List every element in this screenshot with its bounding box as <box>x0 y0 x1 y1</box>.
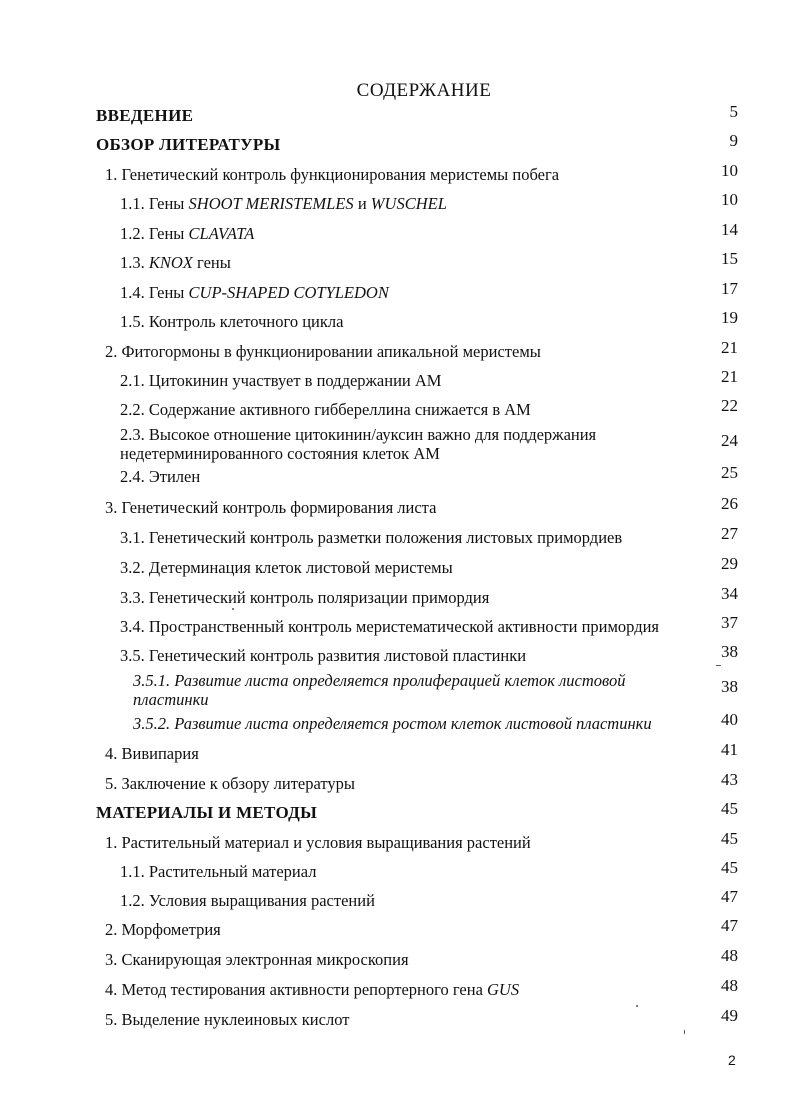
scan-speck <box>232 608 234 610</box>
toc-entry-page: 37 <box>721 613 738 632</box>
toc-title: СОДЕРЖАНИЕ <box>356 80 492 101</box>
toc-entry-page: 47 <box>721 887 738 906</box>
toc-entry-text: 4. Вивипария <box>105 744 199 763</box>
toc-entry-page: 27 <box>721 524 738 543</box>
toc-entry-text: 3. Сканирующая электронная микроскопия <box>105 950 409 969</box>
page-number: 2 <box>728 1052 736 1068</box>
toc-entry-text: 1.4. Гены CUP-SHAPED COTYLEDON <box>120 283 389 302</box>
toc-entry-page: 45 <box>721 858 738 877</box>
toc-entry-page: 49 <box>721 1006 738 1025</box>
toc-entry-page: 47 <box>721 916 738 935</box>
toc-entry-text: 1.1. Гены SHOOT MERISTEMLES и WUSCHEL <box>120 194 447 213</box>
toc-entry-text: 5. Выделение нуклеиновых кислот <box>105 1010 350 1029</box>
toc-entry-text: 1.3. KNOX гены <box>120 253 231 272</box>
toc-entry-text: 1.1. Растительный материал <box>120 862 317 881</box>
toc-entry-page: 21 <box>721 367 738 386</box>
toc-entry-page: 29 <box>721 554 738 573</box>
toc-entry-text: 3.4. Пространственный контроль меристематической активности примордия <box>120 617 660 636</box>
toc-entry-text: 3. Генетический контроль формирования листа <box>105 498 437 517</box>
toc-entry-text: 2. Фитогормоны в функционировании апикальной меристемы <box>105 342 541 361</box>
toc-entry-text: 3.5.1. Развитие листа определяется пролиферацией клеток листовой пластинки <box>133 671 626 709</box>
toc-entry-text: 4. Метод тестирования активности репортерного гена GUS <box>105 980 520 999</box>
toc-entry-page: 17 <box>721 279 738 298</box>
toc-entry-text: ВВЕДЕНИЕ <box>96 106 194 125</box>
toc-entry-text: 1. Генетический контроль функционирования меристемы побега <box>105 165 560 184</box>
toc-entry-page: 19 <box>721 308 738 327</box>
toc-entry-page: 5 <box>729 102 738 121</box>
toc-entry-page: 25 <box>721 463 738 482</box>
toc-entry-text: 3.5.2. Развитие листа определяется ростом клеток листовой пластинки <box>133 714 652 733</box>
toc-entry-page: 21 <box>721 338 738 357</box>
toc-entry-page: 48 <box>721 946 738 965</box>
toc-entry-page: 41 <box>721 740 738 759</box>
scan-speck <box>636 1005 638 1007</box>
toc-entry-page: 48 <box>721 976 738 995</box>
toc-entry-text: МАТЕРИАЛЫ И МЕТОДЫ <box>96 803 318 822</box>
toc-entry-text: 3.3. Генетический контроль поляризации примордия <box>120 588 490 607</box>
toc-entry-text: 1.2. Условия выращивания растений <box>120 891 375 910</box>
toc-entry-page: 9 <box>729 131 738 150</box>
toc-entry-page: 10 <box>721 161 738 180</box>
toc-entry-text: 3.1. Генетический контроль разметки положения листовых примордиев <box>120 528 623 547</box>
toc-entry-text: 5. Заключение к обзору литературы <box>105 774 355 793</box>
toc-entry-text: 2. Морфометрия <box>105 920 221 939</box>
toc-entry-page: 15 <box>721 249 738 268</box>
toc-entry-text: 2.3. Высокое отношение цитокинин/ауксин важно для поддержания недетерминированного состояния клеток АМ <box>120 425 597 463</box>
toc-entry-page: 22 <box>721 396 738 415</box>
toc-entry-text: 2.2. Содержание активного гиббереллина снижается в АМ <box>120 400 531 419</box>
toc-entry-text: 1.2. Гены CLAVATA <box>120 224 255 243</box>
toc-entry-page: 24 <box>721 431 738 450</box>
toc-entry-page: 14 <box>721 220 738 239</box>
scan-speck <box>716 665 721 666</box>
toc-entry-text: 1. Растительный материал и условия выращивания растений <box>105 833 531 852</box>
toc-entry-page: 45 <box>721 829 738 848</box>
toc-entry-page: 26 <box>721 494 738 513</box>
toc-entry-page: 38 <box>721 677 738 696</box>
toc-entry-text: 2.1. Цитокинин участвует в поддержании АМ <box>120 371 442 390</box>
toc-entry-text: 1.5. Контроль клеточного цикла <box>120 312 344 331</box>
toc-entry-page: 40 <box>721 710 738 729</box>
toc-entry-page: 34 <box>721 584 738 603</box>
toc-entry-text: 3.5. Генетический контроль развития листовой пластинки <box>120 646 527 665</box>
toc-entry-page: 10 <box>721 190 738 209</box>
toc-entry-page: 45 <box>721 799 738 818</box>
toc-entry-text: 2.4. Этилен <box>120 467 201 486</box>
toc-entry-text: ОБЗОР ЛИТЕРАТУРЫ <box>96 135 281 154</box>
toc-entry-text: 3.2. Детерминация клеток листовой меристемы <box>120 558 453 577</box>
toc-entry-page: 38 <box>721 642 738 661</box>
scan-speck <box>684 1030 685 1034</box>
toc-entry-page: 43 <box>721 770 738 789</box>
